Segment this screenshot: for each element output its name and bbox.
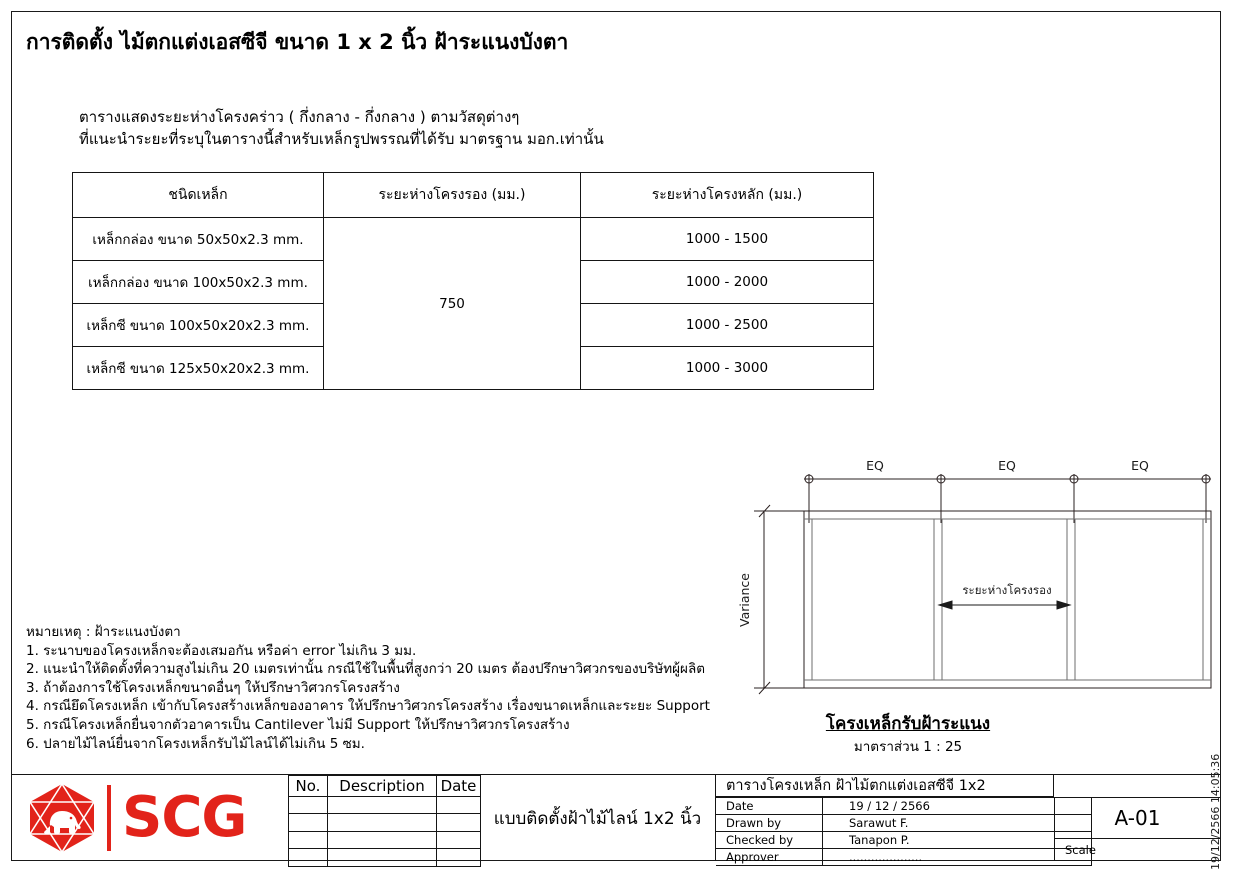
info-value-approver: .................... <box>823 849 1092 866</box>
eq-dimension-group <box>804 474 1211 523</box>
revision-row <box>289 797 481 814</box>
info-block-title: ตารางโครงเหล็ก ฝ้าไม้ตกแต่งเอสซีจี 1x2 <box>716 775 1054 797</box>
table-header-row <box>73 173 874 218</box>
cell-steel-type: เหล็กซี ขนาด 125x50x20x2.3 mm. <box>73 347 324 390</box>
logo-divider <box>107 785 111 851</box>
scale-field-label: Scale <box>1054 839 1220 861</box>
cell-steel-type: เหล็กกล่อง ขนาด 50x50x2.3 mm. <box>73 218 324 261</box>
cell-rev-date <box>437 814 481 831</box>
note-item: 4. กรณียึดโครงเหล็ก เข้ากับโครงสร้างเหล็กของอาคาร ให้ปรึกษาวิศวกรโครงสร้าง เรื่องขนาดเหล็กและระยะ Support <box>26 698 710 715</box>
cell-rev-date <box>437 797 481 814</box>
header-steel-type: ชนิดเหล็ก <box>73 173 324 218</box>
cell-main-spacing: 1000 - 2000 <box>581 261 874 304</box>
table-row <box>73 218 874 261</box>
cell-sub-spacing-merged: 750 <box>324 218 581 390</box>
header-main-spacing: ระยะห่างโครงหลัก (มม.) <box>581 173 874 218</box>
cell-main-spacing: 1000 - 3000 <box>581 347 874 390</box>
note-item: 1. ระนาบของโครงเหล็กจะต้องเสมอกัน หรือค่า error ไม่เกิน 3 มม. <box>26 642 417 659</box>
scg-logo <box>12 775 276 861</box>
page-title: การติดตั้ง ไม้ตกแต่งเอสซีจี ขนาด 1 x 2 นิ้ว ฝ้าระแนงบังตา <box>26 30 569 54</box>
sub-spacing-label: ระยะห่างโครงรอง <box>962 583 1052 597</box>
note-item: 6. ปลายไม้ไลน์ยื่นจากโครงเหล็กรับไม้ไลน์ได้ไม่เกิน 5 ซม. <box>26 735 365 752</box>
info-value-date: 19 / 12 / 2566 <box>823 798 1092 815</box>
notes-block <box>26 623 710 753</box>
info-key-checked-by: Checked by <box>716 832 823 849</box>
header-sub-spacing: ระยะห่างโครงรอง (มม.) <box>324 173 581 218</box>
note-item: 3. ถ้าต้องการใช้โครงเหล็กขนาดอื่นๆ ให้ปรึกษาวิศวกรโครงสร้าง <box>26 679 400 696</box>
cell-rev-date <box>437 831 481 848</box>
info-row <box>716 815 1092 832</box>
drawing-info-block <box>716 775 1054 864</box>
subtitle-line-1: ตารางแสดงระยะห่างโครงคร่าว ( กึ่งกลาง - กึ่งกลาง ) ตามวัสดุต่างๆ <box>79 108 520 126</box>
info-table <box>716 797 1092 866</box>
title-block <box>12 774 1220 864</box>
scg-hexagon-elephant-icon <box>26 782 98 854</box>
revision-row <box>289 831 481 848</box>
variance-dimension-group <box>754 505 806 694</box>
cell-rev-description <box>328 814 437 831</box>
frame-inner-rect <box>812 519 1203 680</box>
cell-rev-no <box>289 849 328 866</box>
cell-rev-date <box>437 849 481 866</box>
revision-row <box>289 849 481 866</box>
sheet-number: A-01 <box>1054 797 1220 839</box>
plot-timestamp: 19/12/2566 14:05:36 <box>1209 753 1222 870</box>
steel-spacing-table <box>72 172 874 390</box>
revision-table <box>288 775 481 867</box>
note-item: 2. แนะนำให้ติดตั้งที่ความสูงไม่เกิน 20 เมตรเท่านั้น กรณีใช้ในพื้นที่สูงกว่า 20 เมตร ต้องปรึกษาวิศวกรของบริษัทผู้ผลิต <box>26 661 706 678</box>
arrow-head-left <box>939 601 952 609</box>
revision-row <box>289 814 481 831</box>
info-value-drawn-by: Sarawut F. <box>823 815 1092 832</box>
info-row <box>716 849 1092 866</box>
sheet-number-block <box>1054 797 1220 861</box>
cell-rev-no <box>289 814 328 831</box>
cell-rev-no <box>289 831 328 848</box>
notes-heading: หมายเหตุ : ฝ้าระแนงบังตา <box>26 624 181 640</box>
revision-header-row <box>289 776 481 797</box>
cell-main-spacing: 1000 - 1500 <box>581 218 874 261</box>
sub-spacing-dimension-group <box>939 601 1070 609</box>
cell-rev-description <box>328 831 437 848</box>
frame-outer-rect <box>804 511 1211 688</box>
header-rev-date: Date <box>437 776 481 797</box>
eq-label-3: EQ <box>1131 458 1149 473</box>
info-value-checked-by: Tanapon P. <box>823 832 1092 849</box>
info-key-approver: Approver <box>716 849 823 866</box>
scg-wordmark: SCG <box>122 785 247 850</box>
drawing-caption: โครงเหล็กรับฝ้าระแนง <box>825 714 991 734</box>
info-key-date: Date <box>716 798 823 815</box>
arrow-head-right <box>1057 601 1070 609</box>
eq-label-1: EQ <box>866 458 884 473</box>
header-rev-no: No. <box>289 776 328 797</box>
note-item: 5. กรณีโครงเหล็กยื่นจากตัวอาคารเป็น Cantilever ไม่มี Support ให้ปรึกษาวิศวกรโครงสร้าง <box>26 716 570 733</box>
info-key-drawn-by: Drawn by <box>716 815 823 832</box>
drawing-scale-label: มาตราส่วน 1 : 25 <box>853 739 963 755</box>
frame-members <box>804 511 1211 688</box>
cell-rev-description <box>328 797 437 814</box>
variance-label: Variance <box>737 573 752 627</box>
cell-steel-type: เหล็กกล่อง ขนาด 100x50x2.3 mm. <box>73 261 324 304</box>
subtitle-line-2: ที่แนะนำระยะที่ระบุในตารางนี้สำหรับเหล็กรูปพรรณที่ได้รับ มาตรฐาน มอก.เท่านั้น <box>79 130 604 148</box>
cell-steel-type: เหล็กซี ขนาด 100x50x20x2.3 mm. <box>73 304 324 347</box>
info-row <box>716 832 1092 849</box>
cell-rev-description <box>328 849 437 866</box>
info-row <box>716 798 1092 815</box>
cell-main-spacing: 1000 - 2500 <box>581 304 874 347</box>
cell-rev-no <box>289 797 328 814</box>
subtitle-block <box>79 106 604 150</box>
drawing-name: แบบติดตั้งฝ้าไม้ไลน์ 1x2 นิ้ว <box>480 775 716 861</box>
header-rev-description: Description <box>328 776 437 797</box>
eq-label-2: EQ <box>998 458 1016 473</box>
